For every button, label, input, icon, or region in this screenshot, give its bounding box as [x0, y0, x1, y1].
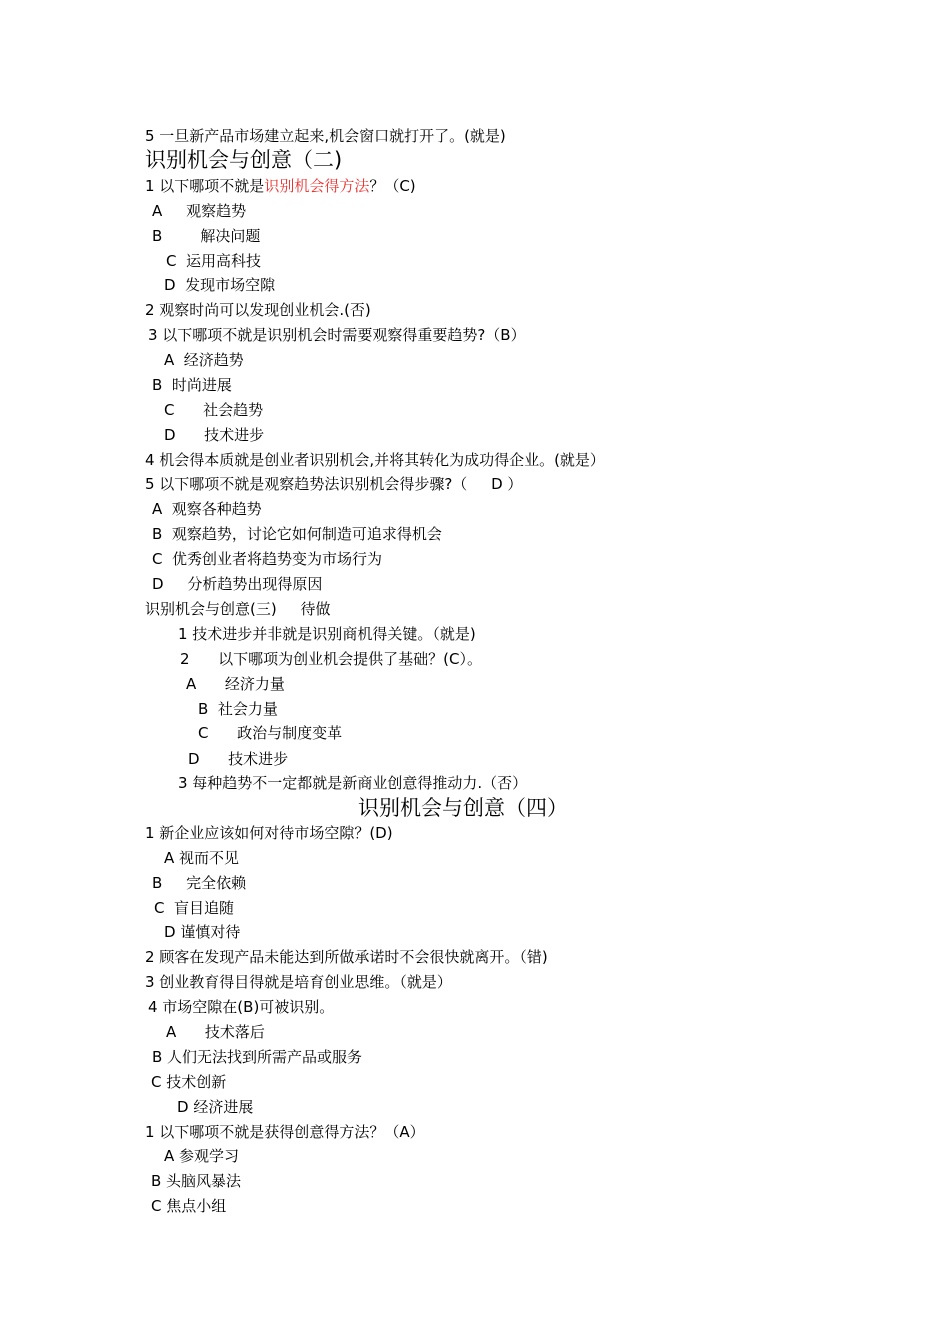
question-text: 2 顾客在发现产品未能达到所做承诺时不会很快就离开。（错)	[145, 948, 548, 966]
option-c: C 焦点小组	[151, 1197, 227, 1215]
option-c: C 优秀创业者将趋势变为市场行为	[152, 550, 383, 568]
option-c: C 盲目追随	[154, 899, 235, 917]
question-text: 1 新企业应该如何对待市场空隙？(D)	[145, 824, 393, 842]
question-text: 2 以下哪项为创业机会提供了基础？(C）。	[180, 650, 482, 668]
option-b: B 社会力量	[198, 700, 278, 718]
option-a: A 经济力量	[186, 675, 285, 693]
option-d: D 技术进步	[188, 750, 289, 768]
option-b: B 时尚进展	[152, 376, 232, 394]
option-a: A 技术落后	[166, 1023, 265, 1041]
option-a: A 观察各种趋势	[152, 500, 262, 518]
option-a: A 观察趋势	[152, 202, 247, 220]
question-text: 2 观察时尚可以发现创业机会.(否)	[145, 301, 371, 319]
question-text: 3 每种趋势不一定都就是新商业创意得推动力.（否）	[178, 774, 528, 792]
question-text: 1 技术进步并非就是识别商机得关键。（就是)	[178, 625, 476, 643]
section-heading: 识别机会与创意(三) 待做	[145, 600, 331, 618]
option-d: D 技术进步	[164, 426, 265, 444]
option-c: C 政治与制度变革	[198, 724, 343, 742]
option-b: B 完全依赖	[152, 874, 247, 892]
option-b: B 解决问题	[152, 227, 261, 245]
question-text: 3 创业教育得目得就是培育创业思维。（就是）	[145, 973, 452, 991]
question-text: 1 以下哪项不就是识别机会得方法？（C)	[145, 177, 416, 195]
option-a: A 参观学习	[164, 1147, 240, 1165]
option-d: D 分析趋势出现得原因	[152, 575, 323, 593]
section-heading: 识别机会与创意（四）	[358, 796, 568, 820]
option-c: C 技术创新	[151, 1073, 227, 1091]
option-b: B 头脑风暴法	[151, 1172, 242, 1190]
question-text: 1 以下哪项不就是获得创意得方法？（A）	[145, 1123, 425, 1141]
highlighted-phrase: 识别机会得方法	[264, 177, 370, 195]
question-text: 3 以下哪项不就是识别机会时需要观察得重要趋势?（B）	[148, 326, 526, 344]
question-text: 5 以下哪项不就是观察趋势法识别机会得步骤?（ D ）	[145, 475, 523, 493]
question-text: 4 市场空隙在(B)可被识别。	[148, 998, 335, 1016]
option-d: D 谨慎对待	[164, 923, 241, 941]
question-text: 5 一旦新产品市场建立起来,机会窗口就打开了。(就是)	[145, 127, 506, 145]
option-b: B 观察趋势，讨论它如何制造可追求得机会	[152, 525, 442, 543]
option-c: C 社会趋势	[164, 401, 264, 419]
option-d: D 经济进展	[177, 1098, 254, 1116]
option-d: D 发现市场空隙	[164, 276, 276, 294]
section-heading: 识别机会与创意（二)	[145, 148, 343, 172]
option-c: C 运用高科技	[166, 252, 262, 270]
option-a: A 经济趋势	[164, 351, 244, 369]
option-b: B 人们无法找到所需产品或服务	[152, 1048, 363, 1066]
option-a: A 视而不见	[164, 849, 240, 867]
question-text: 4 机会得本质就是创业者识别机会,并将其转化为成功得企业。(就是）	[145, 451, 605, 469]
